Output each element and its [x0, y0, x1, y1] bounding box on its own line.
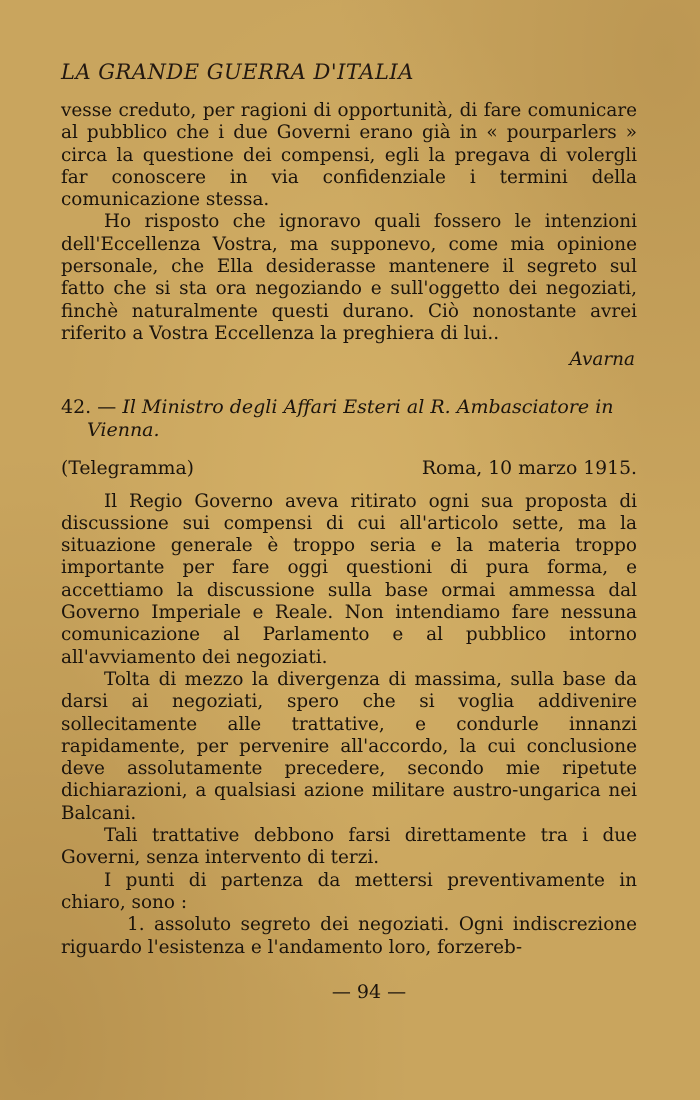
document-heading	[61, 396, 637, 442]
paragraph-telegram-2: Tolta di mezzo la divergenza di massima, sulla base da darsi ai negoziati, spero che si voglia addivenire sollecitamente alle trattative, e condurle innanzi rapidamente, per pervenire all'accordo, la cui conclusione deve assolutamente precedere, secondo mie ripetute dichiarazioni, a qualsiasi azione militare austro-ungarica nei Balcani.	[61, 668, 637, 824]
document-type: (Telegramma)	[61, 457, 194, 479]
document-number: 42. —	[61, 395, 117, 418]
book-page	[61, 60, 637, 1070]
paragraph-telegram-3: Tali trattative debbono farsi direttamente tra i due Governi, senza intervento di terzi.	[61, 825, 637, 869]
page-number: — 94 —	[331, 980, 407, 1003]
signature: Avarna	[569, 349, 635, 371]
list-item-1: 1. assoluto segreto dei negoziati. Ogni indiscrezione riguardo l'esistenza e l'andamento loro, forzereb-	[61, 914, 637, 958]
paragraph-continued: vesse creduto, per ragioni di opportunità, di fare comunicare al pubblico che i due Governi erano già in « pourparlers » circa la questione dei compensi, egli la pregava di volergli far conoscere in via confidenziale i termini della comunicazione stessa.	[61, 100, 637, 211]
running-head: LA GRANDE GUERRA D'ITALIA	[61, 60, 414, 84]
document-title: Il Ministro degli Affari Esteri al R. Ambasciatore in Vienna.	[87, 395, 614, 441]
paragraph-reply: Ho risposto che ignoravo quali fossero le intenzioni dell'Eccellenza Vostra, ma supponevo, come mia opinione personale, che Ella desiderasse mantenere il segreto sul fatto che si sta ora negoziando e sull'oggetto dei negoziati, finchè naturalmente questi durano. Ciò nonostante avrei riferito a Vostra Eccellenza la preghiera di lui..	[61, 211, 637, 344]
paragraph-telegram-4: I punti di partenza da mettersi preventivamente in chiaro, sono :	[61, 869, 637, 913]
dateline	[61, 458, 637, 479]
place-date: Roma, 10 marzo 1915.	[421, 457, 637, 479]
paragraph-telegram-1: Il Regio Governo aveva ritirato ogni sua proposta di discussione sui compensi di cui all'articolo sette, ma la situazione generale è troppo seria e la materia troppo importante per fare oggi questioni di pura forma, e accettiamo la discussione sulla base ormai ammessa dal Governo Imperiale e Reale. Non intendiamo fare nessuna comunicazione al Parlamento e al pubblico intorno all'avviamento dei negoziati.	[61, 490, 637, 668]
